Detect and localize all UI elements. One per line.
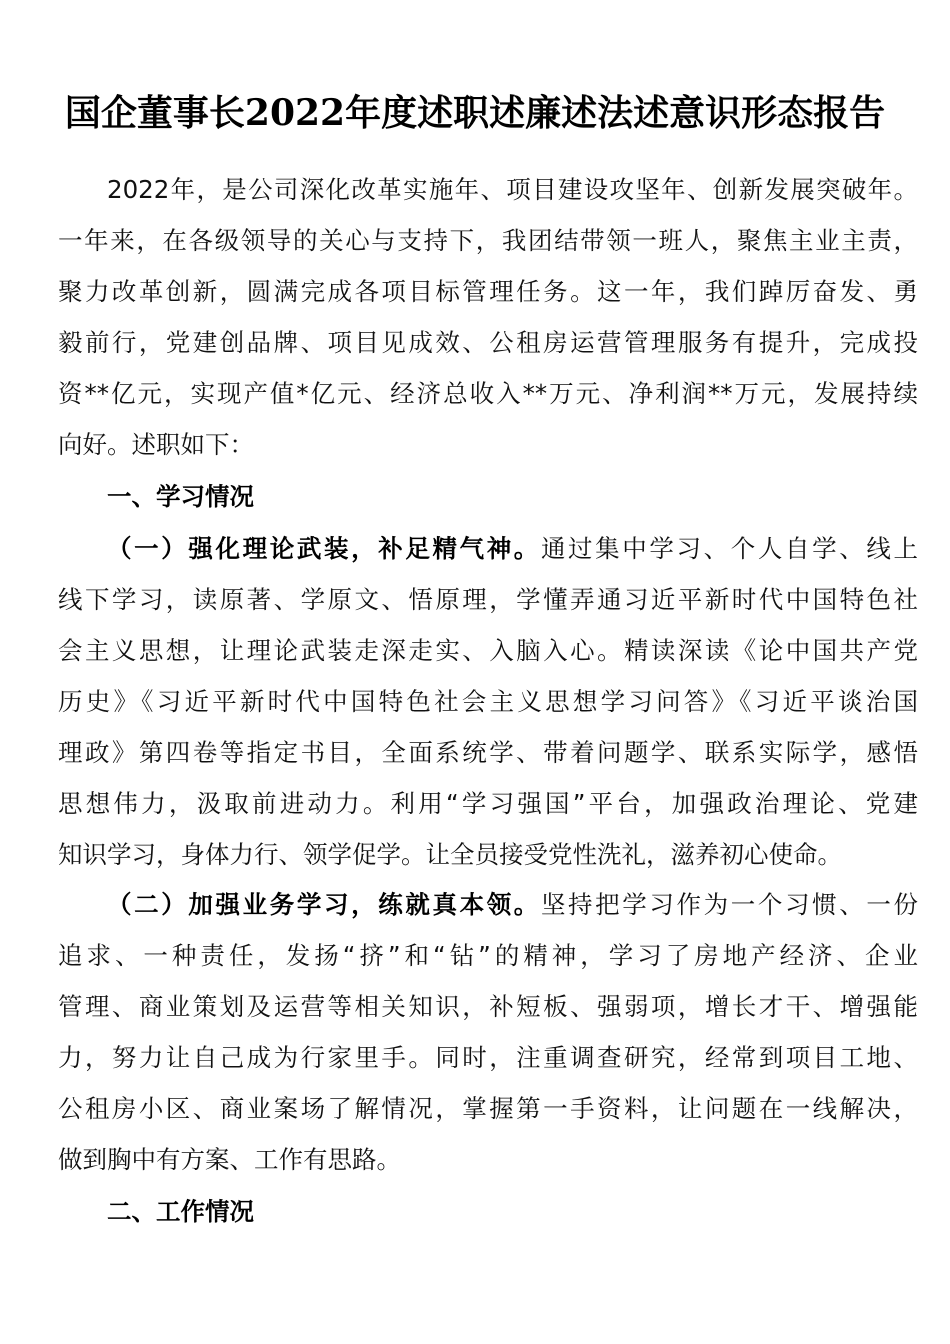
subsection-1-lead: （一）强化理论武装，补足精气神。 [107, 534, 541, 563]
intro-line-3: 聚力改革创新，圆满完成各项目标管理任务。这一年，我们踔厉奋发、勇 [58, 277, 918, 306]
section-heading-work: 二、工作情况 [107, 1197, 254, 1226]
subsection-2-line-5: 公租房小区、商业案场了解情况，掌握第一手资料，让问题在一线解决， [58, 1094, 918, 1123]
subsection-1-line-2: 线下学习，读原著、学原文、悟原理，学懂弄通习近平新时代中国特色社 [58, 585, 918, 614]
section-heading-study: 一、学习情况 [107, 482, 254, 511]
subsection-2-line-4: 力，努力让自己成为行家里手。同时，注重调查研究，经常到项目工地、 [58, 1043, 918, 1072]
subsection-1-line-7: 知识学习，身体力行、领学促学。让全员接受党性洗礼，滋养初心使命。 [58, 840, 842, 869]
subsection-2-first-line [107, 885, 918, 925]
subsection-1-line-6: 思想伟力，汲取前进动力。利用“学习强国”平台，加强政治理论、党建 [58, 789, 918, 818]
subsection-1-line-4: 历史》《习近平新时代中国特色社会主义思想学习问答》《习近平谈治国 [58, 687, 918, 716]
document-title: 国企董事长2022年度述职述廉述法述意识形态报告 [64, 92, 886, 134]
intro-line-5: 资**亿元，实现产值*亿元、经济总收入**万元、净利润**万元，发展持续 [58, 379, 918, 408]
intro-line-4: 毅前行，党建创品牌、项目见成效、公租房运营管理服务有提升，完成投 [58, 328, 918, 357]
intro-line-6: 向好。述职如下： [58, 430, 254, 459]
subsection-2-line-3: 管理、商业策划及运营等相关知识，补短板、强弱项，增长才干、增强能 [58, 992, 918, 1021]
subsection-2-line-6: 做到胸中有方案、工作有思路。 [58, 1145, 401, 1174]
intro-line-1: 2022年，是公司深化改革实施年、项目建设攻坚年、创新发展突破年。 [107, 175, 918, 204]
subsection-2-line-2: 追求、一种责任，发扬“挤”和“钻”的精神，学习了房地产经济、企业 [58, 941, 918, 970]
subsection-1-first-line [107, 529, 918, 569]
subsection-2-lead: （二）加强业务学习，练就真本领。 [107, 890, 541, 919]
subsection-2-first-line-rest: 坚持把学习作为一个习惯、一份 [540, 890, 919, 919]
subsection-1-line-3: 会主义思想，让理论武装走深走实、入脑入心。精读深读《论中国共产党 [58, 636, 918, 665]
intro-line-2: 一年来，在各级领导的关心与支持下，我团结带领一班人，聚焦主业主责， [58, 226, 918, 255]
subsection-1-line-5: 理政》第四卷等指定书目，全面系统学、带着问题学、联系实际学，感悟 [58, 738, 918, 767]
subsection-1-first-line-rest: 通过集中学习、个人自学、线上 [540, 534, 919, 563]
